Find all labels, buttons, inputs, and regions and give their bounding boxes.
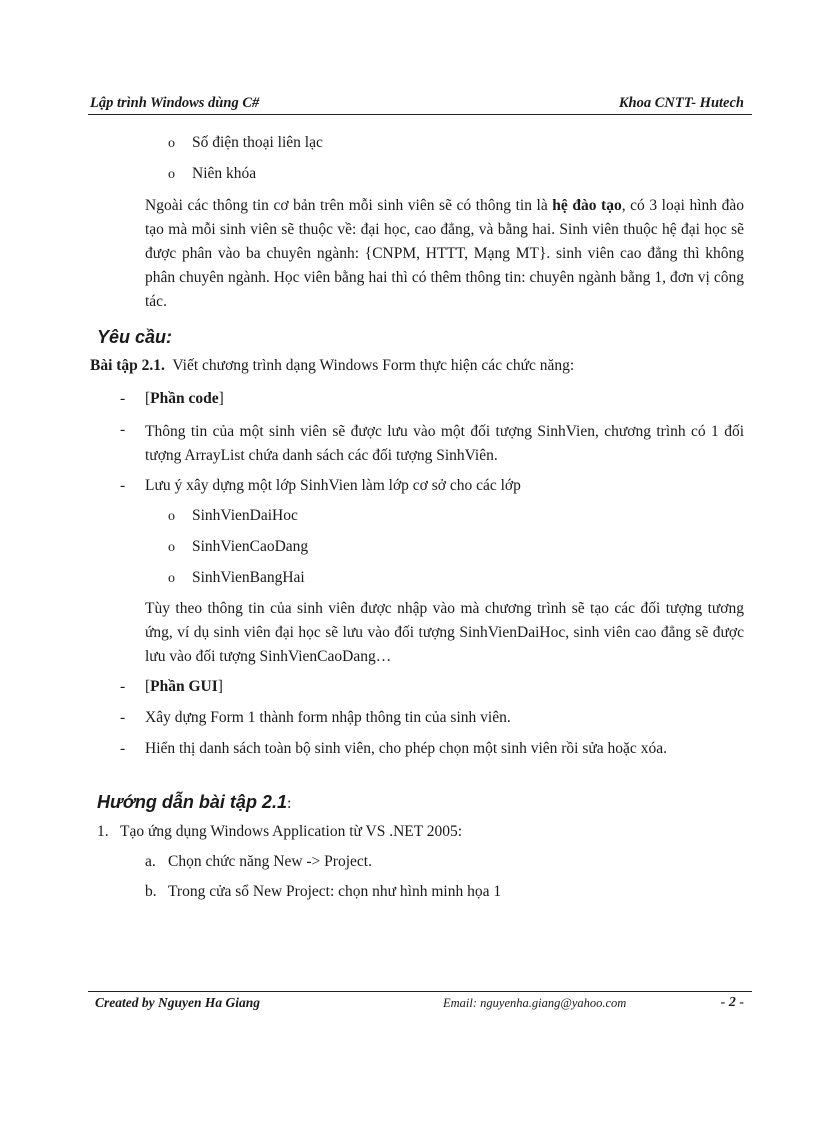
intro-text-2: , có 3 loại hình đào tạo mà mỗi sinh viên sẽ thuộc về: đại học, cao đẳng, và bằng hai. Sinh viên thuộc hệ đại học sẽ được phân vào ba chuyên ngành: {CNPM, HTTT, Mạng MT}. sinh viên cao đẳng thì không phân chuyên ngành. Học viên bằng hai thì có thêm thông tin: chuyên ngành bằng 1, đơn vị công tác.: [145, 197, 744, 310]
code-section-label: [Phần code]: [145, 390, 224, 407]
footer-author: Created by Nguyen Ha Giang: [95, 995, 260, 1010]
dash-marker: -: [120, 709, 126, 726]
class-item: SinhVienBangHai: [192, 569, 305, 586]
header-title: Lập trình Windows dùng C#: [90, 95, 260, 111]
page-number: - 2 -: [720, 995, 744, 1010]
list-item-year: Niên khóa: [192, 165, 257, 182]
sub-step-letter: a.: [145, 853, 156, 870]
dash-marker: -: [120, 477, 126, 494]
dash-marker: -: [120, 678, 126, 695]
bullet-marker: o: [168, 509, 175, 524]
step-number: 1.: [97, 823, 109, 840]
bullet-marker: o: [168, 571, 175, 586]
footer-email: Email: nguyenha.giang@yahoo.com: [443, 996, 627, 1010]
class-paragraph: Tùy theo thông tin của sinh viên được nhập vào mà chương trình sẽ tạo các đối tượng tương ứng, ví dụ sinh viên đại học sẽ lưu vào đối tượng SinhVienDaiHoc, sinh viên cao đẳng sẽ được lưu vào đối tượng SinhVienCaoDang…: [145, 600, 744, 665]
bullet-marker: o: [168, 167, 175, 182]
footer-rule: [88, 991, 752, 992]
note-item: Lưu ý xây dựng một lớp SinhVien làm lớp cơ sở cho các lớp: [145, 477, 521, 494]
intro-bold: hệ đào tạo: [552, 197, 622, 214]
dash-marker: -: [120, 390, 126, 407]
dash-marker: -: [120, 740, 126, 757]
bullet-marker: o: [168, 540, 175, 555]
guide-heading: Hướng dẫn bài tập 2.1:: [97, 792, 292, 812]
dash-marker: -: [120, 421, 126, 438]
storage-item: Thông tin của một sinh viên sẽ được lưu vào một đối tượng SinhVien, chương trình có 1 đối tượng ArrayList chứa danh sách các đối tượng SinhViên.: [145, 423, 744, 464]
gui-item: Xây dựng Form 1 thành form nhập thông tin của sinh viên.: [145, 709, 511, 726]
header-department: Khoa CNTT- Hutech: [618, 95, 744, 111]
exercise-label: Bài tập 2.1.: [90, 357, 165, 374]
gui-section-label: [Phần GUI]: [145, 678, 223, 695]
intro-text-1: Ngoài các thông tin cơ bản trên mỗi sinh viên sẽ có thông tin là: [145, 197, 553, 214]
class-item: SinhVienDaiHoc: [192, 507, 298, 524]
requirements-heading: Yêu cầu:: [97, 327, 173, 347]
sub-step-text: Trong cửa sổ New Project: chọn như hình minh họa 1: [168, 883, 502, 900]
gui-item: Hiển thị danh sách toàn bộ sinh viên, cho phép chọn một sinh viên rồi sửa hoặc xóa.: [145, 740, 667, 757]
step-text: Tạo ứng dụng Windows Application từ VS .NET 2005:: [120, 823, 463, 840]
intro-paragraph: [145, 194, 744, 314]
exercise-text: Viết chương trình dạng Windows Form thực hiện các chức năng:: [172, 357, 575, 374]
sub-step-text: Chọn chức năng New -> Project.: [168, 853, 372, 870]
bullet-marker: o: [168, 136, 175, 151]
list-item-phone: Số điện thoại liên lạc: [192, 134, 323, 151]
class-item: SinhVienCaoDang: [192, 538, 309, 555]
sub-step-letter: b.: [145, 883, 157, 900]
header-rule: [88, 114, 752, 115]
exercise-line: [90, 357, 574, 375]
